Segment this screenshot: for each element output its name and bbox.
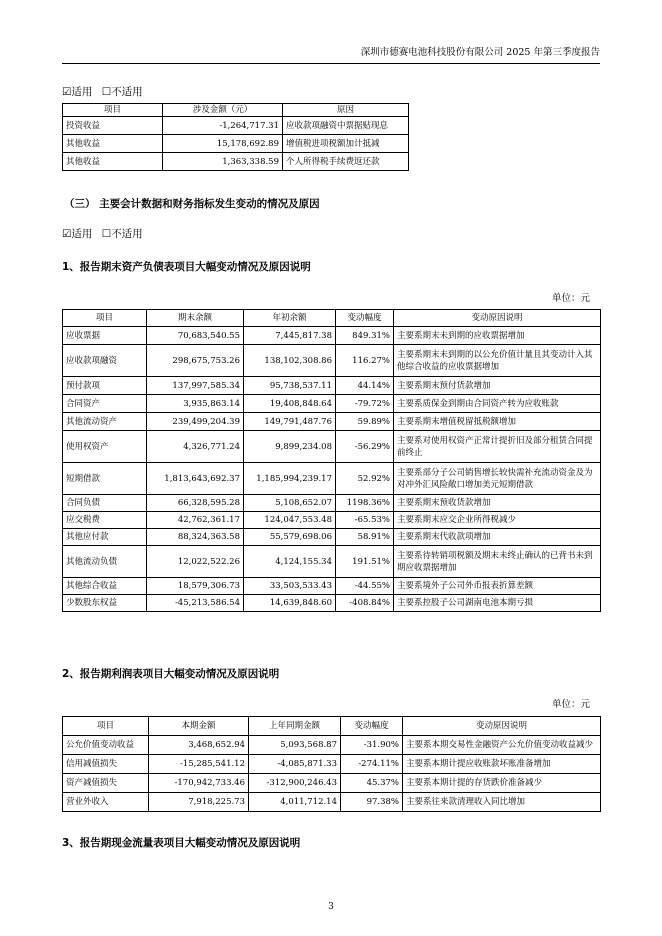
item-cell: 公允价值变动收益: [63, 736, 149, 755]
reason-cell: 主要系期末增值税留抵税额增加: [394, 413, 601, 431]
applicability-selector-2: [62, 228, 149, 241]
subsection-heading-3: 3、报告期现金流量表项目大幅变动情况及原因说明: [62, 837, 301, 849]
table-row: [63, 774, 601, 793]
column-header: 原因: [283, 104, 409, 117]
unit-label: 单位：元: [551, 293, 590, 304]
reason-cell: 主要系本期计提的存货跌价准备减少: [403, 774, 601, 793]
reason-cell: 增值税进项税额加计抵减: [283, 135, 409, 153]
table-row: [63, 413, 601, 431]
table-row: [63, 431, 601, 463]
item-cell: 投资收益: [63, 117, 163, 135]
change-cell: -79.72%: [336, 395, 394, 413]
item-cell: 其他收益: [63, 153, 163, 171]
reason-cell: 主要系期末未到期的应收票据增加: [394, 327, 601, 345]
change-cell: -44.55%: [336, 578, 394, 595]
begin-balance-cell: 55,579,698.06: [244, 529, 336, 546]
table-row: [63, 546, 601, 578]
reason-cell: 主要系往来款清理收入同比增加: [403, 793, 601, 812]
item-cell: 少数股东权益: [63, 595, 147, 612]
item-cell: 其他应付款: [63, 529, 147, 546]
page-number: 3: [328, 902, 334, 912]
report-title: 深圳市德赛电池科技股份有限公司 2025 年第三季度报告: [360, 47, 600, 58]
applicable-label: 适用: [71, 228, 93, 240]
column-header: 项目: [63, 104, 163, 117]
begin-balance-cell: 95,738,537.11: [244, 377, 336, 395]
checked-checkbox-icon: ☑: [62, 228, 72, 240]
amount-cell: 15,178,692.89: [163, 135, 283, 153]
begin-balance-cell: 5,108,652.07: [244, 495, 336, 512]
change-cell: 97.38%: [341, 793, 403, 812]
item-cell: 资产减值损失: [63, 774, 149, 793]
end-balance-cell: 137,997,585.34: [147, 377, 244, 395]
item-cell: 合同资产: [63, 395, 147, 413]
reason-cell: 主要系控股子公司湖南电池本期亏损: [394, 595, 601, 612]
table-row: [63, 377, 601, 395]
reason-cell: 主要系本期计提应收账款坏账准备增加: [403, 755, 601, 774]
change-cell: 52.92%: [336, 463, 394, 495]
reason-cell: 主要系期末应交企业所得税减少: [394, 512, 601, 529]
change-cell: -65.53%: [336, 512, 394, 529]
end-balance-cell: 298,675,753.26: [147, 345, 244, 377]
item-cell: 应收票据: [63, 327, 147, 345]
item-cell: 预付款项: [63, 377, 147, 395]
unchecked-checkbox-icon: ☐: [101, 228, 112, 240]
begin-balance-cell: 19,408,848.64: [244, 395, 336, 413]
table-row: [63, 153, 409, 171]
end-balance-cell: 1,813,643,692.37: [147, 463, 244, 495]
column-header: 本期金额: [149, 717, 249, 736]
reason-cell: 个人所得税手续费返还款: [283, 153, 409, 171]
subsection-heading-1: 1、报告期末资产负债表项目大幅变动情况及原因说明: [62, 261, 311, 273]
table-header-row: [63, 310, 601, 327]
applicable-label: 适用: [71, 86, 93, 98]
table-row: [63, 327, 601, 345]
change-cell: -31.90%: [341, 736, 403, 755]
current-amount-cell: -15,285,541.12: [149, 755, 249, 774]
item-cell: 使用权资产: [63, 431, 147, 463]
change-cell: 849.31%: [336, 327, 394, 345]
change-cell: 116.27%: [336, 345, 394, 377]
end-balance-cell: -45,213,586.54: [147, 595, 244, 612]
item-cell: 其他流动资产: [63, 413, 147, 431]
begin-balance-cell: 33,503,533.43: [244, 578, 336, 595]
end-balance-cell: 70,683,540.55: [147, 327, 244, 345]
reason-cell: 主要系质保金到期由合同资产转为应收账款: [394, 395, 601, 413]
item-cell: 其他综合收益: [63, 578, 147, 595]
change-cell: -274.11%: [341, 755, 403, 774]
begin-balance-cell: 1,185,994,239.17: [244, 463, 336, 495]
column-header: 期末余额: [147, 310, 244, 327]
begin-balance-cell: 7,445,817.38: [244, 327, 336, 345]
reason-cell: 应收款项融资中票据贴现息: [283, 117, 409, 135]
column-header: 变动幅度: [341, 717, 403, 736]
column-header: 变动原因说明: [403, 717, 601, 736]
begin-balance-cell: 14,639,848.60: [244, 595, 336, 612]
begin-balance-cell: 4,124,155.34: [244, 546, 336, 578]
table-header-row: [63, 717, 601, 736]
section-heading-3: （三） 主要会计数据和财务指标发生变动的情况及原因: [64, 198, 320, 210]
prior-amount-cell: -312,900,246.43: [249, 774, 341, 793]
table-row: [63, 529, 601, 546]
change-cell: 191.51%: [336, 546, 394, 578]
column-header: 变动幅度: [336, 310, 394, 327]
applicable-option: [62, 86, 92, 98]
income-statement-changes-table: [62, 716, 601, 812]
table-row: [63, 135, 409, 153]
change-cell: 59.89%: [336, 413, 394, 431]
income-items-table: [62, 103, 409, 171]
page-header: [62, 47, 600, 64]
column-header: 年初余额: [244, 310, 336, 327]
table-row: [63, 463, 601, 495]
reason-cell: 主要系期末未到期的以公允价值计量且其变动计入其他综合收益的应收票据增加: [394, 345, 601, 377]
end-balance-cell: 12,022,522.26: [147, 546, 244, 578]
column-header: 涉及金额（元）: [163, 104, 283, 117]
end-balance-cell: 239,499,204.39: [147, 413, 244, 431]
table-row: [63, 345, 601, 377]
applicable-option: [62, 228, 92, 240]
change-cell: -56.29%: [336, 431, 394, 463]
change-cell: 1198.36%: [336, 495, 394, 512]
begin-balance-cell: 149,791,487.76: [244, 413, 336, 431]
prior-amount-cell: -4,085,871.33: [249, 755, 341, 774]
item-cell: 信用减值损失: [63, 755, 149, 774]
applicability-selector-1: [62, 86, 149, 99]
balance-sheet-changes-table: [62, 309, 601, 612]
table-row: [63, 117, 409, 135]
current-amount-cell: 7,918,225.73: [149, 793, 249, 812]
table-row: [63, 736, 601, 755]
change-cell: 58.91%: [336, 529, 394, 546]
change-cell: 44.14%: [336, 377, 394, 395]
unit-label: 单位：元: [551, 699, 590, 710]
table-row: [63, 512, 601, 529]
table-row: [63, 595, 601, 612]
end-balance-cell: 18,579,306.73: [147, 578, 244, 595]
not-applicable-label: 不适用: [111, 86, 143, 98]
end-balance-cell: 88,324,363.58: [147, 529, 244, 546]
amount-cell: 1,363,338.59: [163, 153, 283, 171]
begin-balance-cell: 124,047,553.48: [244, 512, 336, 529]
current-amount-cell: 3,468,652.94: [149, 736, 249, 755]
unchecked-checkbox-icon: ☐: [101, 86, 112, 98]
reason-cell: 主要系待转销项税额及期末未终止确认的已背书未到期应收票据增加: [394, 546, 601, 578]
column-header: 上年同期金额: [249, 717, 341, 736]
table-row: [63, 495, 601, 512]
reason-cell: 主要系本期交易性金融资产公允价值变动收益减少: [403, 736, 601, 755]
reason-cell: 主要系期末预收货款增加: [394, 495, 601, 512]
item-cell: 短期借款: [63, 463, 147, 495]
subsection-heading-2: 2、报告期利润表项目大幅变动情况及原因说明: [62, 668, 280, 680]
end-balance-cell: 3,935,863.14: [147, 395, 244, 413]
table-row: [63, 578, 601, 595]
checked-checkbox-icon: ☑: [62, 86, 72, 98]
end-balance-cell: 4,326,771.24: [147, 431, 244, 463]
end-balance-cell: 66,328,595.28: [147, 495, 244, 512]
begin-balance-cell: 9,899,234.08: [244, 431, 336, 463]
not-applicable-option: [102, 228, 143, 240]
item-cell: 营业外收入: [63, 793, 149, 812]
table-row: [63, 755, 601, 774]
item-cell: 应交税费: [63, 512, 147, 529]
item-cell: 合同负债: [63, 495, 147, 512]
reason-cell: 主要系期末预付货款增加: [394, 377, 601, 395]
reason-cell: 主要系境外子公司外币报表折算差额: [394, 578, 601, 595]
table-header-row: [63, 104, 409, 117]
change-cell: 45.37%: [341, 774, 403, 793]
not-applicable-label: 不适用: [111, 228, 143, 240]
current-amount-cell: -170,942,733.46: [149, 774, 249, 793]
end-balance-cell: 42,762,361.17: [147, 512, 244, 529]
item-cell: 其他收益: [63, 135, 163, 153]
change-cell: -408.84%: [336, 595, 394, 612]
amount-cell: -1,264,717.31: [163, 117, 283, 135]
prior-amount-cell: 5,093,568.87: [249, 736, 341, 755]
not-applicable-option: [102, 86, 143, 98]
column-header: 项目: [63, 717, 149, 736]
reason-cell: 主要系部分子公司销售增长较快需补充流动资金及为对冲外汇风险敞口增加美元短期借款: [394, 463, 601, 495]
prior-amount-cell: 4,011,712.14: [249, 793, 341, 812]
table-row: [63, 395, 601, 413]
item-cell: 其他流动负债: [63, 546, 147, 578]
reason-cell: 主要系期末代收款项增加: [394, 529, 601, 546]
begin-balance-cell: 138,102,308.86: [244, 345, 336, 377]
item-cell: 应收款项融资: [63, 345, 147, 377]
reason-cell: 主要系对使用权资产正常计提折旧及部分租赁合同提前终止: [394, 431, 601, 463]
column-header: 项目: [63, 310, 147, 327]
table-row: [63, 793, 601, 812]
column-header: 变动原因说明: [394, 310, 601, 327]
